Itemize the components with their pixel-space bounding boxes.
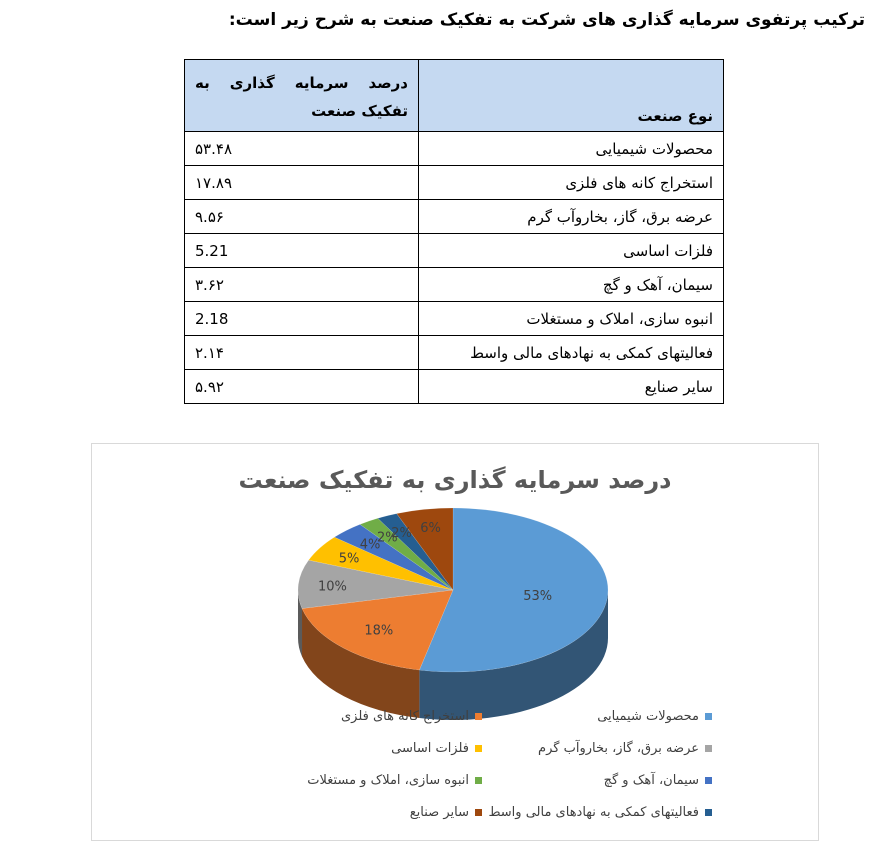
row-percent: ۹.۵۶ <box>185 200 419 234</box>
table-row <box>185 234 724 268</box>
legend-swatch <box>475 809 482 816</box>
legend-item <box>488 805 712 820</box>
heading: ترکیب پرتفوی سرمایه گذاری های شرکت به تفکیک صنعت به شرح زیر است: <box>228 10 865 30</box>
legend-item <box>604 773 712 788</box>
legend-swatch <box>705 745 712 752</box>
row-industry: محصولات شیمیایی <box>419 132 724 166</box>
row-industry: فلزات اساسی <box>419 234 724 268</box>
row-percent: ۱۷.۸۹ <box>185 166 419 200</box>
legend-label: فعالیتهای کمکی به نهادهای مالی واسط <box>488 805 699 820</box>
pie-chart <box>91 443 819 841</box>
pie-data-label: 2% <box>391 526 412 542</box>
pie-data-label: 4% <box>359 537 381 553</box>
legend-label: سیمان، آهک و گچ <box>603 773 699 788</box>
legend-item <box>410 805 482 820</box>
pie-data-label: 18% <box>364 623 394 639</box>
legend-label: سایر صنایع <box>409 805 469 820</box>
table-row <box>185 302 724 336</box>
table-row <box>185 336 724 370</box>
legend-label: انبوه سازی، املاک و مستغلات <box>307 773 469 788</box>
row-industry: سیمان، آهک و گچ <box>419 268 724 302</box>
table-row <box>185 370 724 404</box>
legend-swatch <box>705 713 712 720</box>
table-row <box>185 268 724 302</box>
row-industry: سایر صنایع <box>419 370 724 404</box>
legend-label: استخراج کانه های فلزی <box>341 709 469 724</box>
pie-data-label: 53% <box>523 588 553 604</box>
row-percent: ۵.۹۲ <box>185 370 419 404</box>
row-percent: ۲.۱۴ <box>185 336 419 370</box>
table-row <box>185 200 724 234</box>
legend-item <box>391 741 482 756</box>
portfolio-table <box>184 59 724 404</box>
legend-swatch <box>475 777 482 784</box>
legend-item <box>307 773 482 788</box>
table-row <box>185 132 724 166</box>
row-industry: عرضه برق، گاز، بخاروآب گرم <box>419 200 724 234</box>
legend-item <box>538 741 712 756</box>
row-percent: ۳.۶۲ <box>185 268 419 302</box>
chart-title: درصد سرمایه گذاری به تفکیک صنعت <box>238 466 672 494</box>
header-industry: نوع صنعت <box>419 60 724 132</box>
legend-item <box>597 709 712 724</box>
legend-swatch <box>475 713 482 720</box>
row-industry: فعالیتهای کمکی به نهادهای مالی واسط <box>419 336 724 370</box>
pie-data-label: 10% <box>317 579 347 595</box>
legend-swatch <box>475 745 482 752</box>
legend-label: محصولات شیمیایی <box>597 709 699 724</box>
row-percent: 5.21 <box>185 234 419 268</box>
legend-label: عرضه برق، گاز، بخاروآب گرم <box>538 741 699 756</box>
pie-data-label: 6% <box>420 521 441 537</box>
legend-label: فلزات اساسی <box>391 741 469 756</box>
legend-swatch <box>705 777 712 784</box>
table-row <box>185 166 724 200</box>
table-header-row <box>185 60 724 132</box>
row-industry: استخراج کانه های فلزی <box>419 166 724 200</box>
legend-item <box>341 709 482 724</box>
header-percent: درصد سرمایه گذاری به تفکیک صنعت <box>185 60 419 132</box>
row-percent: ۵۳.۴۸ <box>185 132 419 166</box>
pie-data-label: 2% <box>376 530 398 546</box>
legend-swatch <box>705 809 712 816</box>
pie-data-label: 5% <box>338 551 360 567</box>
row-percent: 2.18 <box>185 302 419 336</box>
row-industry: انبوه سازی، املاک و مستغلات <box>419 302 724 336</box>
